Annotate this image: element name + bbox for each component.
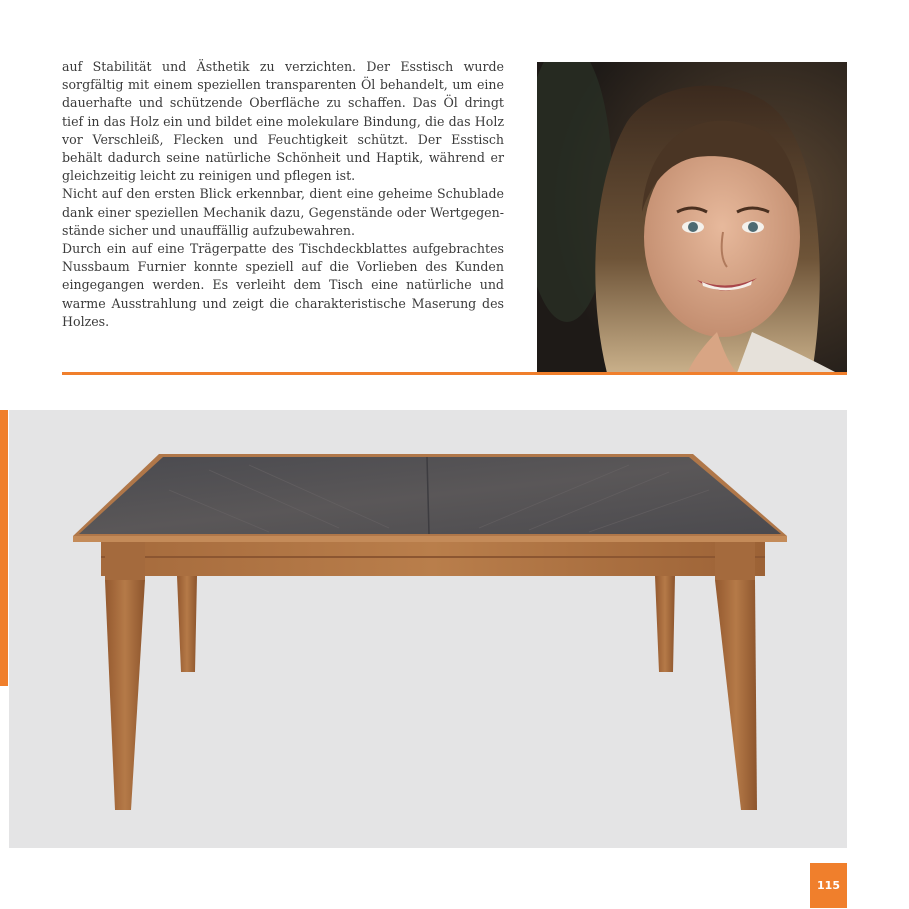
page-number: 115	[810, 863, 847, 908]
orange-divider	[62, 372, 847, 375]
portrait-photo	[537, 62, 847, 373]
paragraph-2: Nicht auf den ersten Blick erkennbar, dient eine geheime Schublade dank einer speziellen Mechanik dazu, Gegenstände oder Wertgegenstände sicher und unauffällig aufzubewahren.	[62, 186, 504, 238]
orange-side-bar	[0, 410, 8, 686]
paragraph-1: auf Stabilität und Ästhetik zu verzichten. Der Esstisch wurde sorgfältig mit einem speziellen transparenten Öl behandelt, um eine dauerhafte und schützende Oberfläche zu schaffen. Das Öl dringt tief in das Holz ein und bildet eine molekulare Bindung, die das Holz vor Verschleiß, Flecken und Feuchtigkeit schützt. Der Esstisch behält dadurch seine natürliche Schönheit und Haptik, während er gleichzeitig leicht zu reinigen und pflegen ist.	[62, 59, 504, 184]
paragraph-3: Durch ein auf eine Trägerpatte des Tischdeckblattes aufgebrachtes Nussbaum Furnier konnte speziell auf die Vorlieben des Kunden eingegangen werden. Es verleiht dem Tisch eine natürliche und warme Ausstrahlung und zeigt die charakteristische Maserung des Holzes.	[62, 241, 504, 329]
table-photo	[9, 410, 847, 848]
article-text	[62, 58, 504, 331]
